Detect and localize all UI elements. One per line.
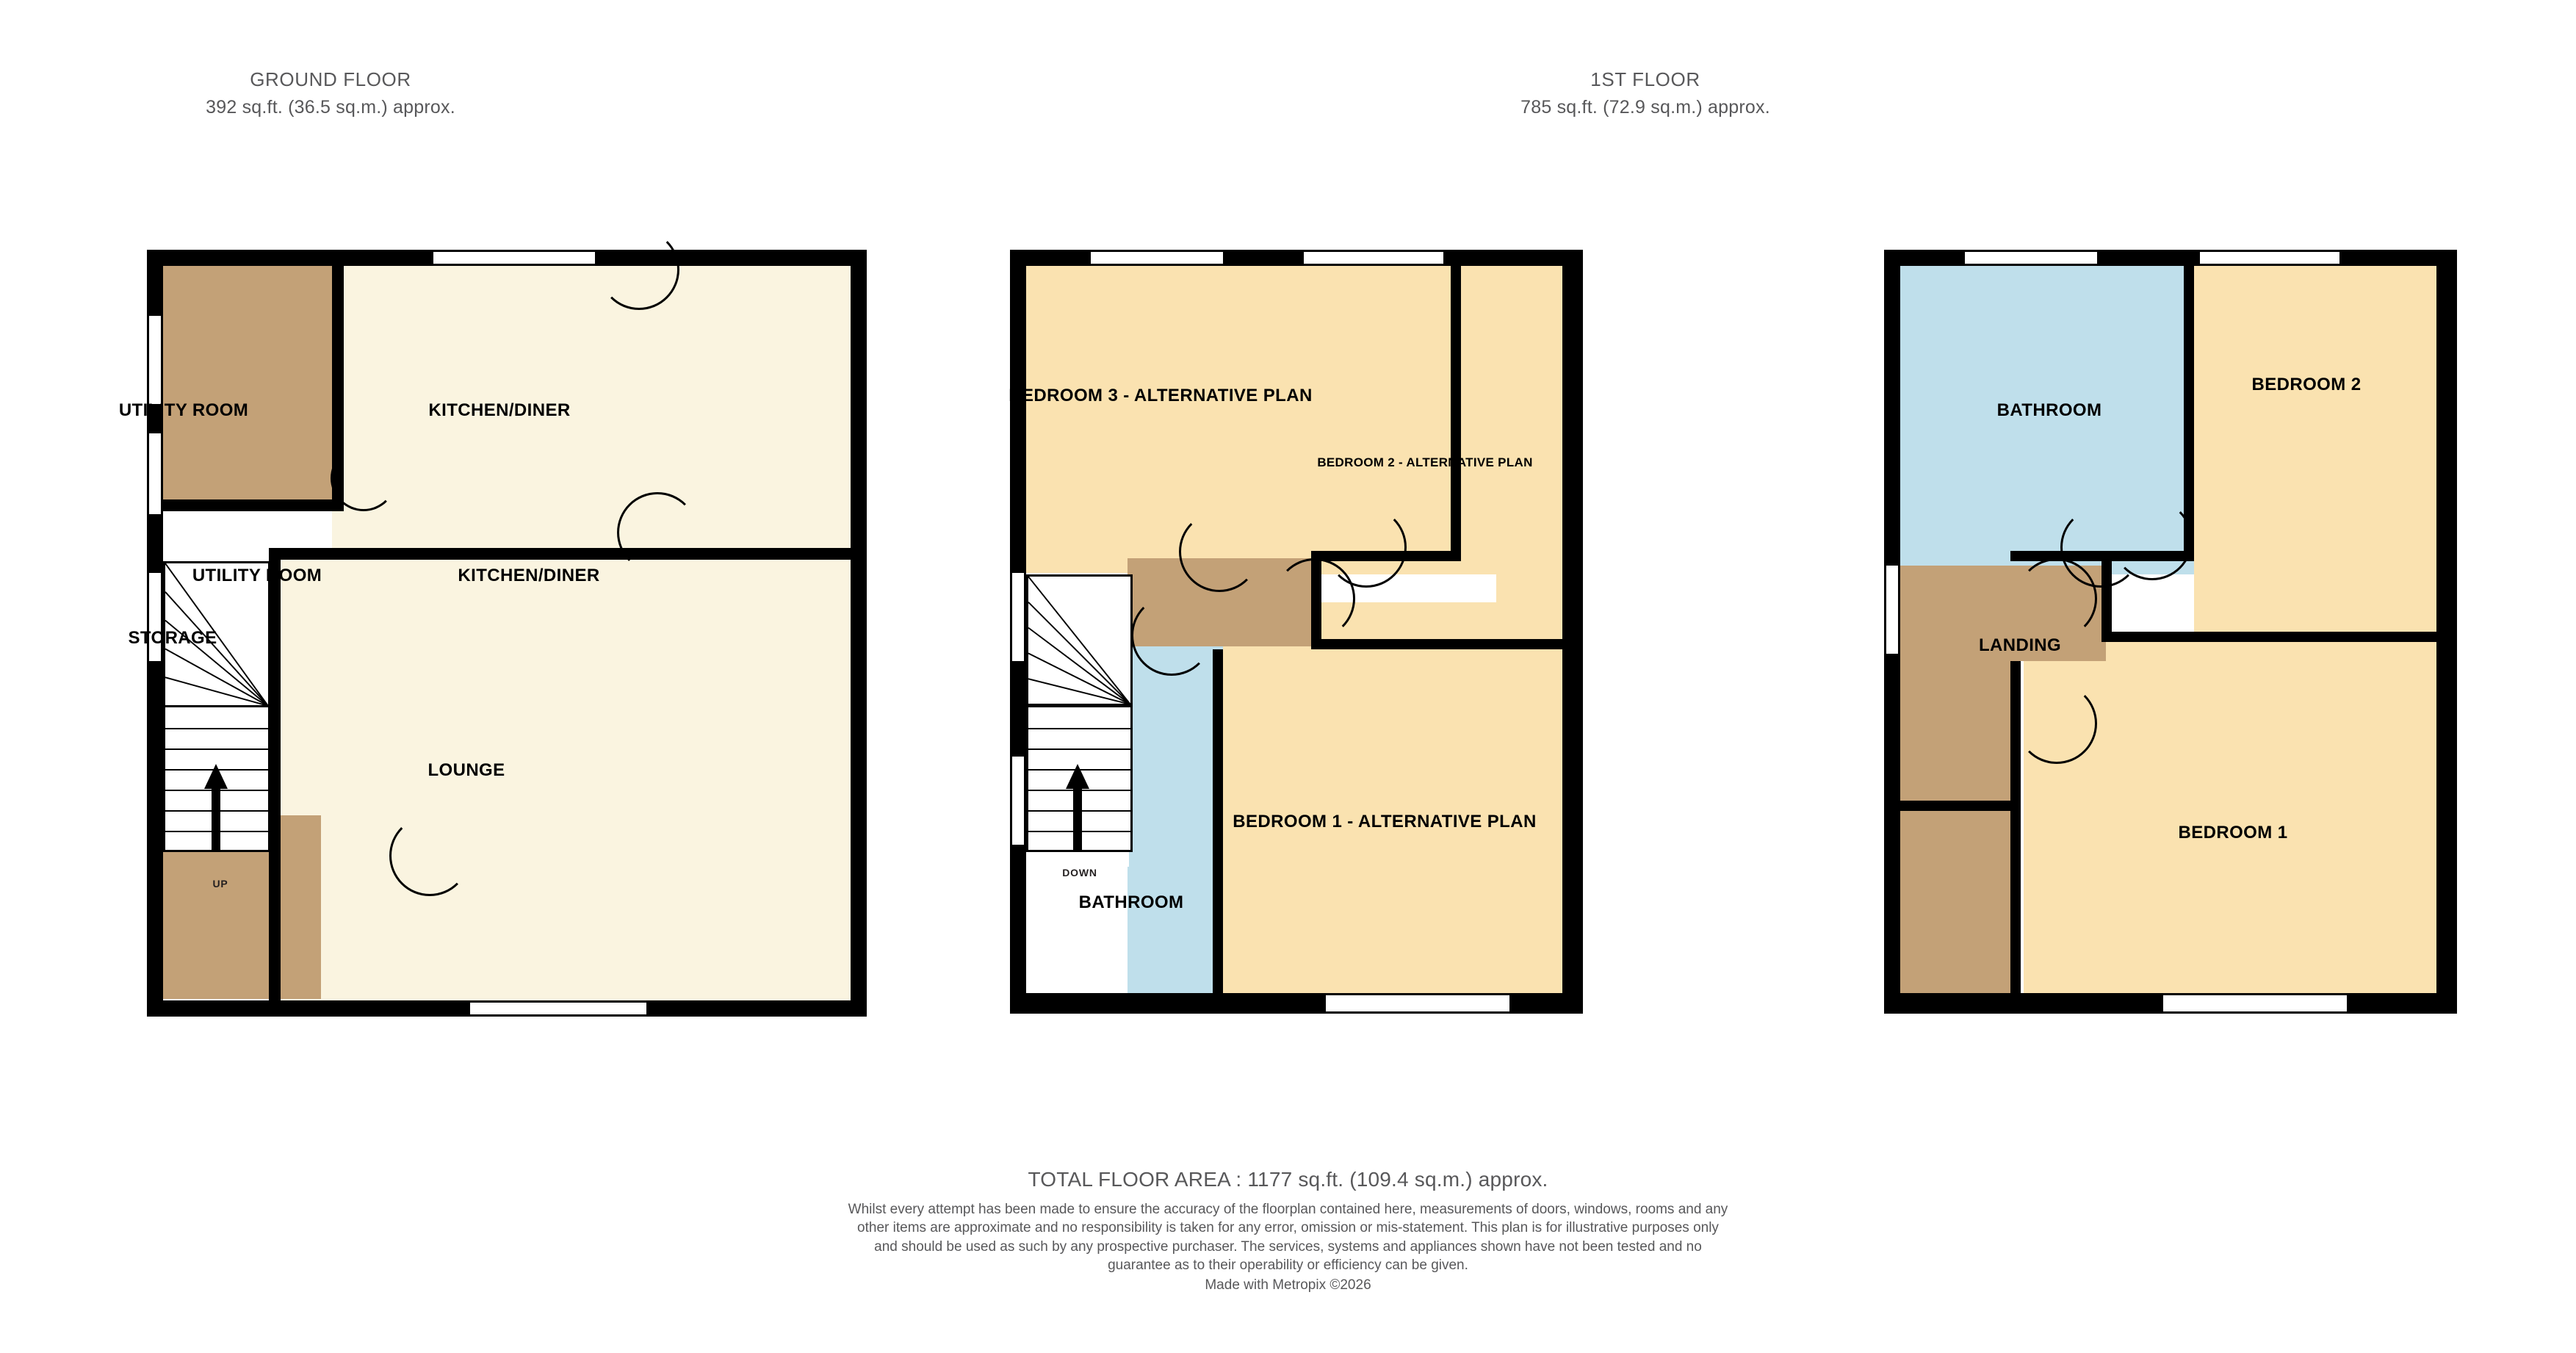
door-arc-bedroom1 xyxy=(2016,683,2097,764)
wall-right xyxy=(851,250,867,1017)
label-kitchen-diner: KITCHEN/DINER xyxy=(428,400,571,420)
total-floor-area: TOTAL FLOOR AREA : 1177 sq.ft. (109.4 sq.m.) approx. xyxy=(1028,1168,1548,1191)
stairs-fan xyxy=(1026,574,1133,707)
floor-title: 1ST FLOOR xyxy=(1590,68,1700,90)
window-utility-left-2 xyxy=(147,433,163,514)
stairs-fan-lines xyxy=(1028,577,1130,704)
stairs-direction-arrow-down xyxy=(1063,764,1092,852)
room-utility-room xyxy=(163,266,332,508)
window-bathroom-left xyxy=(1010,757,1026,845)
stairs-label-down: DOWN xyxy=(1062,867,1097,878)
stairs-label-up: UP xyxy=(212,878,228,890)
window-bed1-bottom xyxy=(1326,993,1509,1014)
door-arc-bedroom2 xyxy=(2112,499,2193,580)
window-bed1-bottom xyxy=(2163,993,2347,1014)
door-arc-landing xyxy=(2016,558,2097,639)
disclaimer-text: Whilst every attempt has been made to ensure the accuracy of the floorplan contained here, measurements of doors, windows, rooms and any other items are approximate and no responsibility is taken for any error, omission or mis-statement. This plan is for illustrative purposes only and should be used as such by any prospective purchaser. The services, systems and appliances shown have not been tested and no guarantee as to their operability or efficiency can be given. xyxy=(848,1202,1728,1273)
label-lounge: LOUNGE xyxy=(427,760,505,780)
room-label-utility-room: UTILITY ROOM xyxy=(192,566,322,585)
window-lounge-bottom xyxy=(470,1000,646,1017)
wall-bath-bed2 xyxy=(2184,266,2194,560)
window-bed3-top xyxy=(1091,250,1223,266)
label-bathroom: BATHROOM xyxy=(1996,400,2102,420)
floor-plan-first-standard xyxy=(1884,250,2457,1014)
wall-bed1-top xyxy=(2101,632,2444,642)
wall-right xyxy=(1562,250,1583,1014)
stairs-direction-arrow-up xyxy=(201,764,231,852)
window-bed2-top xyxy=(2200,250,2339,266)
door-arc-bedroom1 xyxy=(1274,558,1355,639)
room-bedroom2-alt xyxy=(1496,266,1570,560)
room-bathroom-alt xyxy=(1128,646,1223,993)
door-arc-hall xyxy=(389,815,470,896)
label-bedroom2-alt: BEDROOM 2 - ALTERNATIVE PLAN xyxy=(1317,455,1533,469)
floor-header-first xyxy=(1462,66,1829,120)
room-label-kitchen-diner: KITCHEN/DINER xyxy=(458,566,600,585)
label-bedroom1-alt: BEDROOM 1 - ALTERNATIVE PLAN xyxy=(1233,812,1537,831)
footer xyxy=(0,1168,2576,1294)
door-arc-kitchen-top xyxy=(599,229,679,310)
window-kitchen-top xyxy=(433,250,595,266)
label-landing: LANDING xyxy=(1978,635,2062,655)
door-arc-bathroom xyxy=(1131,595,1212,676)
window-stairs-left xyxy=(1010,573,1026,661)
floor-area: 785 sq.ft. (72.9 sq.m.) approx. xyxy=(1520,96,1770,118)
door-arc-bedroom3 xyxy=(1179,511,1260,592)
room-bedroom1 xyxy=(2024,639,2444,993)
window-bed2-top xyxy=(1304,250,1443,266)
floor-header-ground xyxy=(147,66,514,120)
wall-utility-bottom xyxy=(163,499,344,511)
label-bathroom-alt: BATHROOM xyxy=(1078,892,1184,912)
label-bedroom1: BEDROOM 1 xyxy=(2178,823,2288,843)
wall-landing-split xyxy=(1900,801,2018,811)
door-arc-lounge-top xyxy=(617,492,698,573)
wall-bed3-bed2 xyxy=(1451,266,1461,560)
room-landing-lower xyxy=(1900,808,2010,993)
wall-hall-lounge xyxy=(269,548,281,1000)
wall-bed2-bed1 xyxy=(1321,639,1571,649)
room-landing-ext xyxy=(1900,566,2010,808)
room-bedroom3-alt xyxy=(1026,266,1496,574)
label-bedroom2: BEDROOM 2 xyxy=(2251,375,2362,394)
wall-kitchen-lounge xyxy=(273,548,865,560)
floor-title: GROUND FLOOR xyxy=(250,68,411,90)
label-storage: STORAGE xyxy=(128,628,217,648)
label-bedroom3-alt: BEDROOM 3 - ALTERNATIVE PLAN xyxy=(1009,386,1313,405)
label-utility-room: UTILITY ROOM xyxy=(118,400,249,420)
floor-area: 392 sq.ft. (36.5 sq.m.) approx. xyxy=(206,96,455,118)
window-bathroom-top xyxy=(1965,250,2097,266)
window-landing-left xyxy=(1884,566,1900,654)
room-bedroom1-alt xyxy=(1223,602,1570,993)
window-utility-left xyxy=(147,316,163,404)
door-arc-utility xyxy=(331,445,397,511)
credit-text: Made with Metropix ©2026 xyxy=(1205,1277,1371,1294)
